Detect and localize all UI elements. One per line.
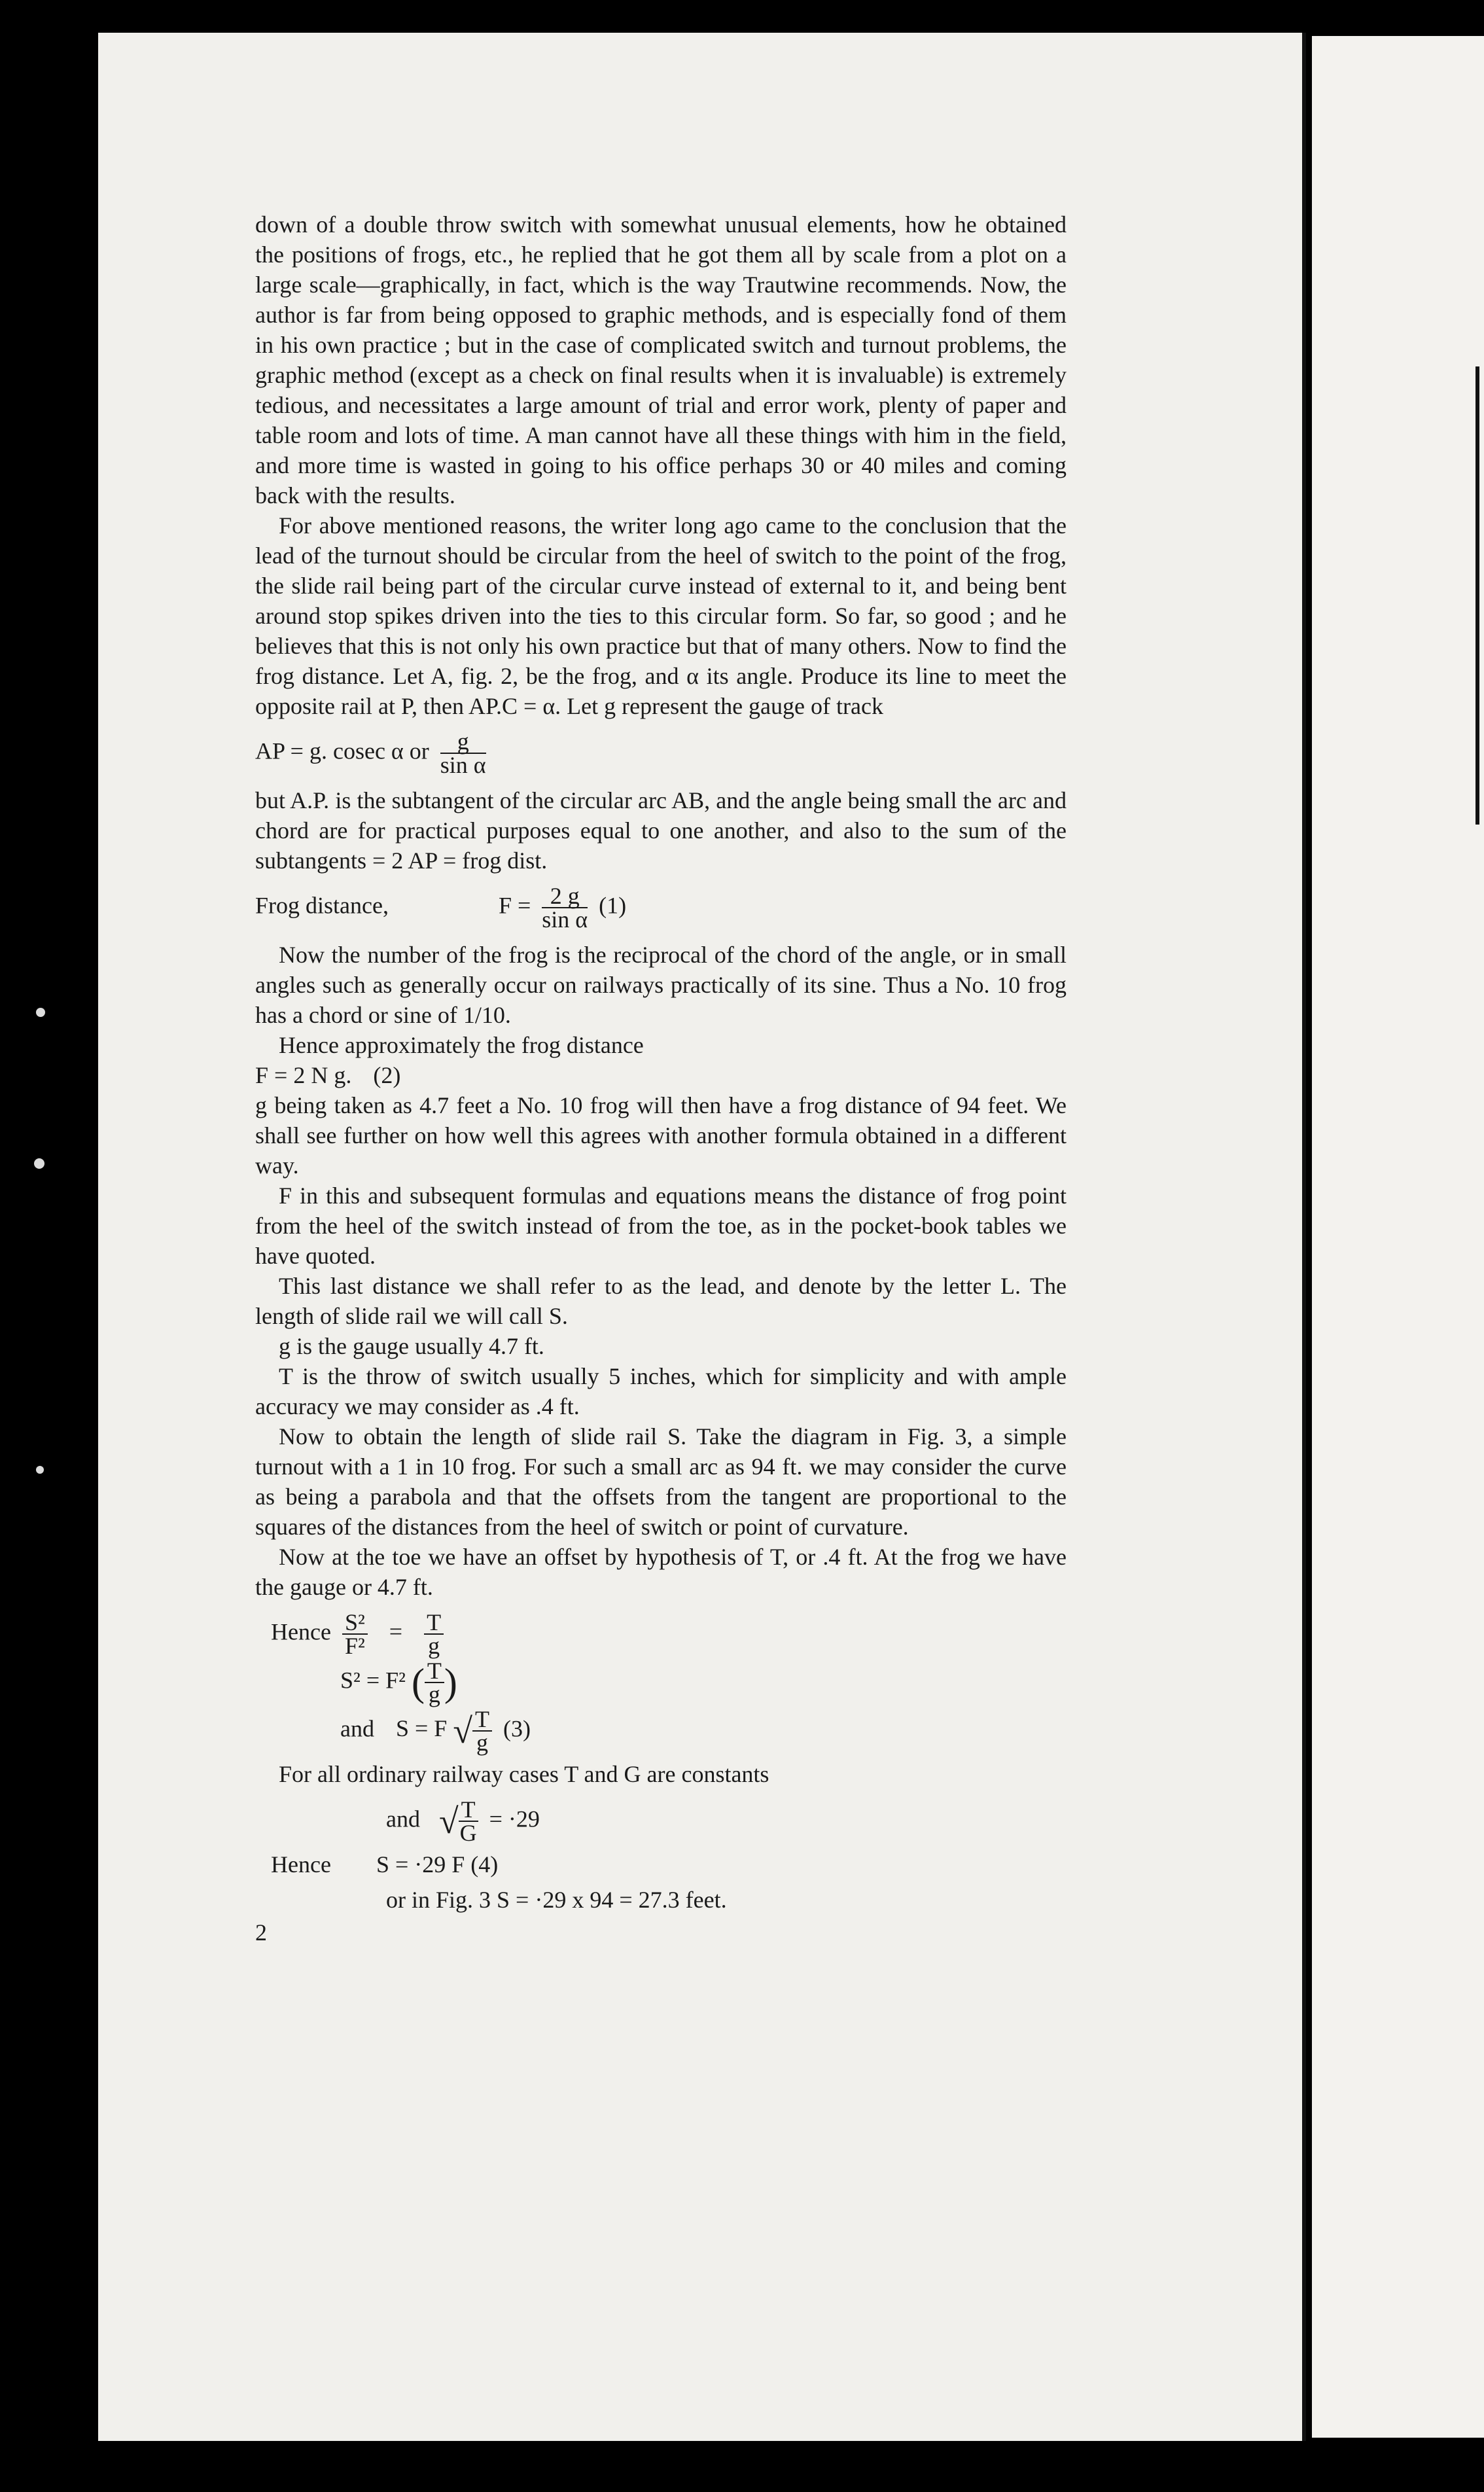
paragraph: Hence approximately the frog distance (279, 1032, 644, 1058)
margin-speck (34, 1158, 44, 1169)
paragraph: g being taken as 4.7 feet a No. 10 frog will then have a frog distance of 94 feet. We shall see further on how well this agrees with another formula obtained in a different way. (255, 1092, 1067, 1179)
equation-2: F = 2 N g. (2) (255, 1062, 401, 1088)
paragraph: g is the gauge usually 4.7 ft. (279, 1333, 544, 1359)
paragraph: Now the number of the frog is the reciprocal of the chord of the angle, or in small angles such as generally occur on railways practically of its sine. Thus a No. 10 frog has a chord or sine of 1/10. (255, 942, 1067, 1028)
facing-page-edge (1312, 36, 1484, 2438)
equation-constants: and √ $\frac{T}{G}$ = ·29 (386, 1796, 540, 1846)
paragraph: F in this and subsequent formulas and equations means the distance of frog point from the heel of the switch instead of from the toe, as in the pocket-book tables we have quoted. (255, 1183, 1067, 1269)
margin-speck (36, 1008, 45, 1017)
page-number: 2 (255, 1919, 267, 1946)
paragraph: down of a double throw switch with somewhat unusual elements, how he obtained the positions of frogs, etc., he replied that he got them all by scale from a plot on a large scale—graphically, in fact, which is the way Trautwine recommends. Now, the author is far from being opposed to graphic methods, and is especially fond of them in his own practice ; but in the case of complicated switch and turnout problems, the graphic method (except as a check on final results when it is invaluable) is extremely tedious, and necessitates a large amount of trial and error work, plenty of paper and table room and lots of time. A man cannot have all these things with him in the field, and more time is wasted in going to his office perhaps 30 or 40 miles and coming back with the results. (255, 211, 1067, 508)
paragraph: T is the throw of switch usually 5 inches, which for simplicity and with ample accuracy we may consider as .4 ft. (255, 1363, 1067, 1419)
equation-ap: AP = g. cosec α or $\frac{g}{\text{sin α}}$ (255, 728, 486, 778)
paragraph: Now at the toe we have an offset by hypothesis of T, or .4 ft. At the frog we have the gauge or 4.7 ft. (255, 1544, 1067, 1600)
equation-s-squared: S² = F² ( $\frac{T}{g}$ ) (340, 1658, 457, 1707)
equation-3: and S = F √ $\frac{T}{g}$ (3) (340, 1706, 531, 1756)
facing-page-mark (1475, 366, 1479, 825)
binding-line (1302, 33, 1306, 2441)
equation-1: Frog distance, F = $\frac{2 g}{\text{sin α}}$ (1) (255, 883, 627, 933)
equation-4: Hence S = ·29 F (4) (271, 1851, 499, 1878)
paragraph: but A.P. is the subtangent of the circular arc AB, and the angle being small the arc and chord are for practical purposes equal to one another, and also to the sum of the subtangents = 2 AP = frog dist. (255, 787, 1067, 874)
paragraph: Now to obtain the length of slide rail S. Take the diagram in Fig. 3, a simple turnout with a 1 in 10 frog. For such a small arc as 94 ft. we may consider the curve as being a parabola and that the offsets from the tangent are proportional to the squares of the distances from the heel of switch or point of curvature. (255, 1423, 1067, 1540)
paragraph: For all ordinary railway cases T and G are constants (279, 1761, 769, 1787)
paragraph: For above mentioned reasons, the writer long ago came to the conclusion that the lead of the turnout should be circular from the heel of switch to the point of the frog, the slide rail being part of the circular curve instead of external to it, and being bent around stop spikes driven into the ties to this circular form. So far, so good ; and he believes that this is not only his own practice but that of many others. Now to find the frog distance. Let A, fig. 2, be the frog, and α its angle. Produce its line to meet the opposite rail at P, then AP.C = α. Let g represent the gauge of track (255, 512, 1067, 719)
page-text (255, 209, 1067, 1948)
paragraph: This last distance we shall refer to as the lead, and denote by the letter L. The length of slide rail we will call S. (255, 1273, 1067, 1329)
equation-fig3: or in Fig. 3 S = ·29 x 94 = 27.3 feet. (386, 1887, 727, 1913)
margin-speck (36, 1466, 44, 1474)
equation-hence: Hence $\frac{\text{S²}}{\text{F²}}$ = $\frac{T}{g}$ (271, 1611, 1067, 1657)
